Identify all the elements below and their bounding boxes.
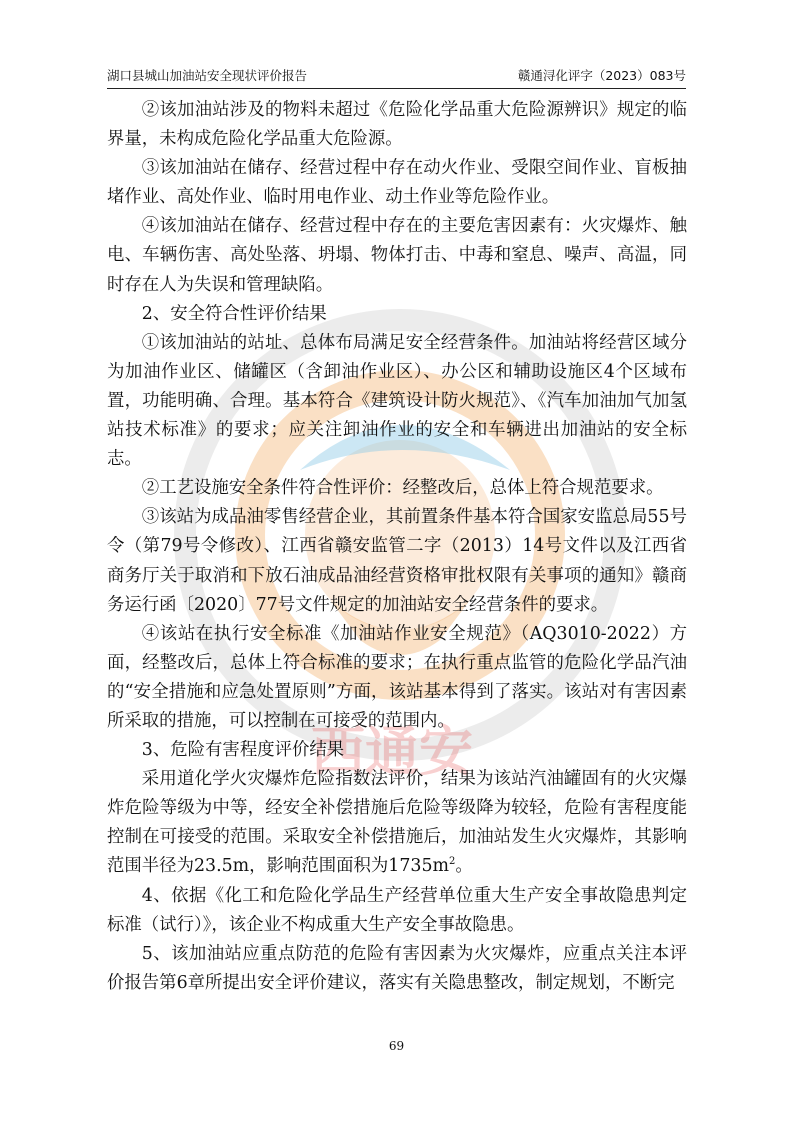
paragraph-5: ①该加油站的站址、总体布局满足安全经营条件。加油站将经营区域分为加油作业区、储罐区（含卸油作业区）、办公区和辅助设施区4个区域布置，功能明确、合理。基本符合《建筑设计防火规范》、《汽车加油加气加氢站技术标准》的要求；应关注卸油作业的安全和车辆进出加油站的安全标志。 [107,332,687,470]
paragraph-8: ④该站在执行安全标准《加油站作业安全规范》（AQ3010-2022）方面，经整改后，总体上符合标准的要求；在执行重点监管的危险化学品汽油的“安全措施和应急处置原则”方面，该站基本得到了落实。该站对有害因素所采取的措施，可以控制在可接受的范围内。 [107,623,687,731]
header-report-title: 湖口县城山加油站安全现状评价报告 [107,68,308,83]
section-heading-3: 3、危险有害程度评价结果 [141,740,345,761]
page-header [107,66,686,89]
section-heading-2: 2、安全符合性评价结果 [141,303,327,324]
paragraph-12: 5、该加油站应重点防范的危险有害因素为火灾爆炸，应重点关注本评价报告第6章所提出安全评价建议，落实有关隐患整改，制定规划，不断完 [107,943,687,993]
paragraph-3: ④该加油站在储存、经营过程中存在的主要危害因素有：火灾爆炸、触电、车辆伤害、高处坠落、坍塌、物体打击、中毒和窒息、噪声、高温，同时存在人为失误和管理缺陷。 [107,216,687,295]
paragraph-10-text: 采用道化学火灾爆炸危险指数法评价，结果为该站汽油罐固有的火灾爆炸危险等级为中等，经安全补偿措施后危险等级降为较轻，危险有害程度能控制在可接受的范围。采取安全补偿措施后，加油站发生火灾爆炸，其影响范围半径为23.5m，影响范围面积为1735m [107,769,687,877]
paragraph-10 [107,765,687,881]
page-number: 69 [388,1039,405,1053]
paragraph-2: ③该加油站在储存、经营过程中存在动火作业、受限空间作业、盲板抽堵作业、高处作业、临时用电作业、动土作业等危险作业。 [107,158,687,208]
page-content [107,96,687,998]
header-document-number: 赣通浔化评字（2023）083号 [517,68,686,83]
paragraph-1: ②该加油站涉及的物料未超过《危险化学品重大危险源辨识》规定的临界量，未构成危险化学品重大危险源。 [107,100,687,150]
area-unit-superscript: 2 [449,856,456,868]
paragraph-10-end: 。 [455,856,473,877]
paragraph-6: ②工艺设施安全条件符合性评价：经整改后，总体上符合规范要求。 [141,478,664,499]
watermark-text: 西通安 [311,720,473,783]
paragraph-7: ③该站为成品油零售经营企业，其前置条件基本符合国家安监总局55号令（第79号令修改）、江西省赣安监管二字（2013）14号文件以及江西省商务厅关于取消和下放石油成品油经营资格审批权限有关事项的通知》赣商务运行函〔2020〕77号文件规定的加油站安全经营条件的要求。 [107,507,687,615]
paragraph-11: 4、依据《化工和危险化学品生产经营单位重大生产安全事故隐患判定标准（试行）》，该企业不构成重大生产安全事故隐患。 [107,885,687,935]
